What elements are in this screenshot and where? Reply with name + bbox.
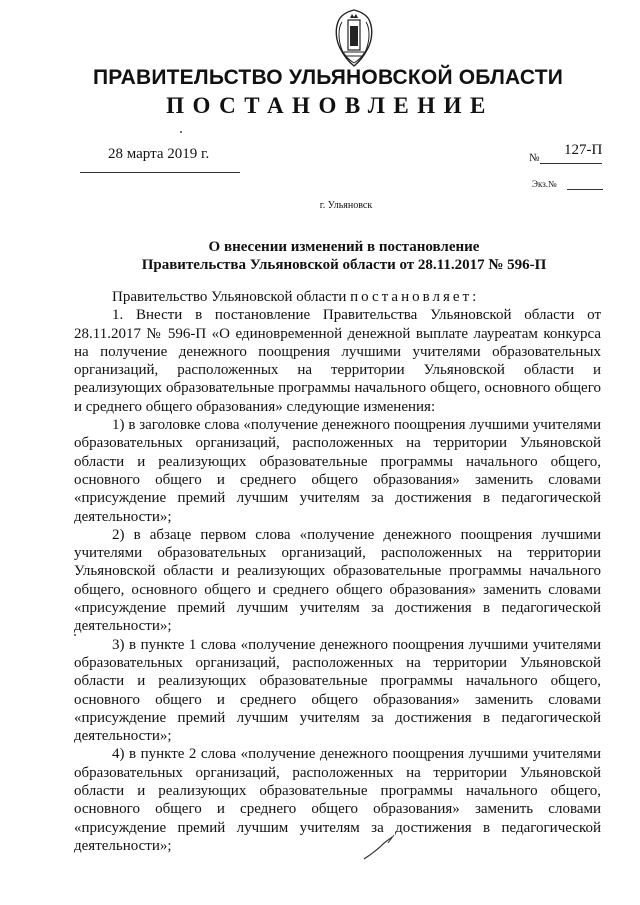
copy-number-underline (567, 189, 603, 190)
number-underline (540, 163, 602, 164)
body-paragraph: 4) в пункте 2 слова «получение денежного поощрения лучшими учителями образовательных организаций, расположенных на территории Ульяновской области и реализующих образовательные программы начального общего, основного общего и среднего общего образования» заменить словами «присуждение премий лучшим учителям за достижения в педагогической деятельности»; (74, 746, 601, 854)
document-title (24, 238, 640, 274)
document-body (74, 288, 601, 855)
body-paragraph: 1) в заголовке слова «получение денежного поощрения лучшими учителями образовательных организаций, расположенных на территории Ульяновской области и реализующих образовательные программы начального общего, основного общего и среднего общего образования» заменить словами «присуждение премий лучшим учителям за достижения в педагогической деятельности»; (74, 417, 601, 525)
document-title-line: О внесении изменений в постановление (208, 239, 480, 255)
copy-number-label: Экз.№ (532, 179, 557, 189)
body-paragraph: 1. Внести в постановление Правительства Ульяновской области от 28.11.2017 № 596-П «О единовременной денежной выплате лауреатам конкурса на получение денежного поощрения лучшими учителями образовательных организаций, расположенных на территории Ульяновской области и реализующих образовательные программы начального общего, основного общего и среднего общего образования» следующие изменения: (74, 307, 601, 415)
date-underline (80, 172, 240, 173)
document-type: ПОСТАНОВЛЕНИЕ (166, 93, 494, 118)
document-number: 127-П (564, 142, 603, 158)
coat-of-arms-emblem (332, 8, 376, 68)
pen-mark (362, 833, 402, 863)
body-paragraph: 2) в абзаце первом слова «получение денежного поощрения лучшими учителями образовательных организаций, расположенных на территории Ульяновской области и реализующих образовательные программы начального общего, основного общего и среднего общего образования» заменить словами «присуждение премий лучшим учителям за достижения в педагогической деятельности»; (74, 526, 601, 635)
document-title-line: Правительства Ульяновской области от 28.11.2017 № 596-П (141, 257, 547, 273)
intro-paragraph (74, 288, 601, 306)
government-name: ПРАВИТЕЛЬСТВО УЛЬЯНОВСКОЙ ОБЛАСТИ (92, 66, 564, 89)
speck-mark (180, 131, 182, 133)
number-label: № (529, 152, 540, 164)
body-paragraph: 3) в пункте 1 слова «получение денежного поощрения лучшими учителями образовательных организаций, расположенных на территории Ульяновской области и реализующих образовательные программы начального общего, основного общего и среднего общего образования» заменить словами «присуждение премий лучшим учителям за достижения в педагогической деятельности»; (74, 636, 601, 745)
intro-lead: Правительство Ульяновской области (112, 289, 351, 305)
intro-action: постановляет: (350, 289, 480, 305)
city: г. Ульяновск (319, 200, 373, 211)
document-date: 28 марта 2019 г. (108, 146, 210, 162)
speck-mark (74, 634, 76, 636)
